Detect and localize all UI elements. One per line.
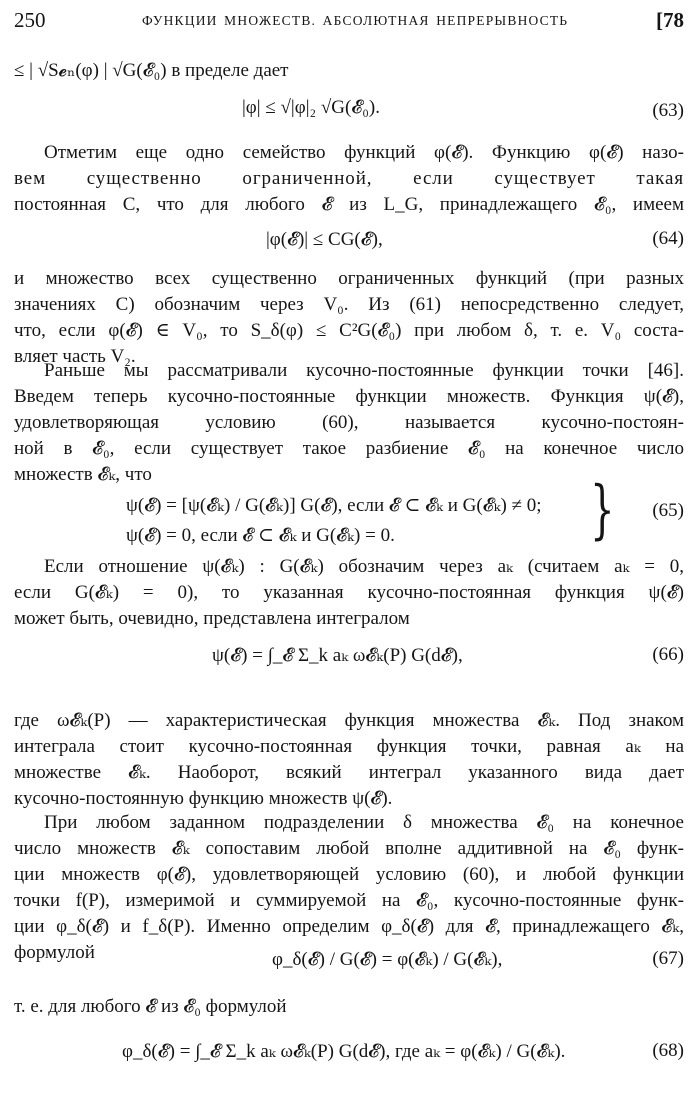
running-title: ФУНКЦИИ МНОЖЕСТВ. АБСОЛЮТНАЯ НЕПРЕРЫВНОСТЬ xyxy=(142,13,569,28)
text-line: множестве 𝓔ₖ. Наоборот, всякий интеграл указанного вида дает xyxy=(14,762,684,783)
equation-number-64: (64) xyxy=(652,228,684,249)
text-line: и множество всех существенно ограниченных функций (при разных xyxy=(14,268,684,289)
text-line: вляет часть V₂. xyxy=(14,346,136,367)
text-line: число множеств 𝓔ₖ сопоставим любой вполне аддитивной на 𝓔₀ функ- xyxy=(14,838,684,859)
equation-number-63: (63) xyxy=(652,100,684,121)
text-line: вем существенно ограниченной, если существует такая xyxy=(14,168,684,189)
text-line: ции множеств φ(𝓔), удовлетворяющей условию (60), и любой функции xyxy=(14,864,684,885)
formula-68: φ_δ(𝓔) = ∫_𝓔 Σ_k aₖ ω𝓔ₖ(P) G(d𝓔), где aₖ = φ(𝓔ₖ) / G(𝓔ₖ). xyxy=(122,1041,566,1062)
text-line: формулой xyxy=(14,942,95,963)
equation-number-65: (65) xyxy=(652,500,684,521)
text-line: ции φ_δ(𝓔) и f_δ(P). Именно определим φ_δ(𝓔) для 𝓔, принадлежащего 𝓔ₖ, xyxy=(14,916,684,937)
text-line: где ω𝓔ₖ(P) — характеристическая функция множества 𝓔ₖ. Под знаком xyxy=(14,710,684,731)
text-line: может быть, очевидно, представлена интегралом xyxy=(14,608,410,629)
text-line: значениях C) обозначим через V₀. Из (61) непосредственно следует, xyxy=(14,294,684,315)
running-header xyxy=(14,8,684,38)
equation-number-67: (67) xyxy=(652,948,684,969)
text-line: точки f(P), измеримой и суммируемой на 𝓔₀, кусочно-постоянные функ- xyxy=(14,890,684,911)
text-line: постоянная C, что для любого 𝓔 из L_G, принадлежащего 𝓔₀, имеем xyxy=(14,194,684,215)
text-line: множеств 𝓔ₖ, что xyxy=(14,464,152,485)
equation-number-66: (66) xyxy=(652,644,684,665)
text-line: удовлетворяющая условию (60), называется кусочно-постоян- xyxy=(14,412,684,433)
text-line: Отметим еще одно семейство функций φ(𝓔). Функцию φ(𝓔) назо- xyxy=(44,142,684,163)
formula-66: ψ(𝓔) = ∫_𝓔 Σ_k aₖ ω𝓔ₖ(P) G(d𝓔), xyxy=(212,645,463,666)
book-page xyxy=(14,8,684,1062)
right-brace-icon: } xyxy=(590,473,615,547)
text-line: интеграла стоит кусочно-постоянная функция точки, равная aₖ на xyxy=(14,736,684,757)
text-line: ной в 𝓔₀, если существует такое разбиение 𝓔₀ на конечное число xyxy=(14,438,684,459)
formula-67: φ_δ(𝓔) / G(𝓔) = φ(𝓔ₖ) / G(𝓔ₖ), xyxy=(272,949,503,970)
text-line: Раньше мы рассматривали кусочно-постоянные функции точки [46]. xyxy=(44,360,684,381)
text-line: если G(𝓔ₖ) = 0), то указанная кусочно-постоянная функция ψ(𝓔) xyxy=(14,582,684,603)
page-number: 250 xyxy=(14,8,46,32)
text-line: т. е. для любого 𝓔 из 𝓔₀ формулой xyxy=(14,996,287,1017)
formula-65-line-1: ψ(𝓔) = [ψ(𝓔ₖ) / G(𝓔ₖ)] G(𝓔), если 𝓔 ⊂ 𝓔ₖ и G(𝓔ₖ) ≠ 0; xyxy=(126,495,542,516)
text-line: кусочно-постоянную функцию множеств ψ(𝓔). xyxy=(14,788,393,809)
text-line: ≤ | √S𝓮ₙ(φ) | √G(𝓔₀) в пределе дает xyxy=(14,60,289,81)
section-number: [78 xyxy=(656,8,684,32)
text-line: что, если φ(𝓔) ∈ V₀, то S_δ(φ) ≤ C²G(𝓔₀) при любом δ, т. е. V₀ соста- xyxy=(14,320,684,341)
text-line: При любом заданном подразделении δ множества 𝓔₀ на конечное xyxy=(44,812,684,833)
text-line: Введем теперь кусочно-постоянные функции множеств. Функция ψ(𝓔), xyxy=(14,386,684,407)
formula-63: |φ| ≤ √|φ|₂ √G(𝓔₀). xyxy=(242,97,380,118)
formula-64: |φ(𝓔)| ≤ CG(𝓔), xyxy=(266,229,383,250)
formula-65-line-2: ψ(𝓔) = 0, если 𝓔 ⊂ 𝓔ₖ и G(𝓔ₖ) = 0. xyxy=(126,525,395,546)
equation-number-68: (68) xyxy=(652,1040,684,1061)
text-line: Если отношение ψ(𝓔ₖ) : G(𝓔ₖ) обозначим через aₖ (считаем aₖ = 0, xyxy=(44,556,684,577)
